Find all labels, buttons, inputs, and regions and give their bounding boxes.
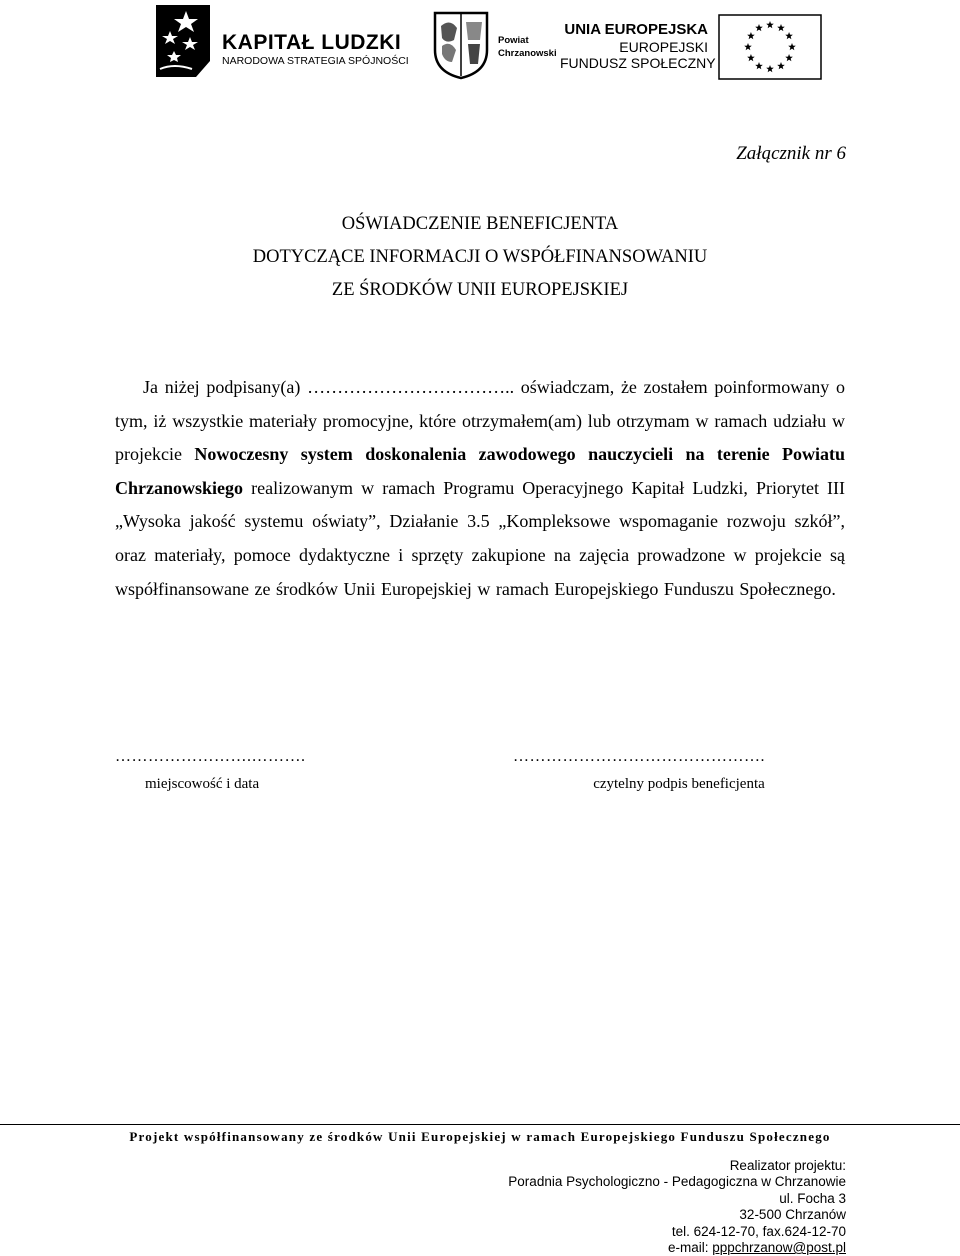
address-line-1: Realizator projektu: xyxy=(729,1158,846,1173)
annex-label: Załącznik nr 6 xyxy=(736,143,846,164)
declaration-text xyxy=(115,371,845,606)
header-logos xyxy=(0,0,960,90)
coat-of-arms-icon xyxy=(432,10,490,80)
place-date-caption: miejscowość i data xyxy=(145,776,260,792)
email-label: e-mail: xyxy=(667,1240,713,1256)
eu-flag-icon xyxy=(718,14,822,80)
kapital-ludzki-subtitle: NARODOWA STRATEGIA SPÓJNOŚCI xyxy=(222,55,409,67)
address-line-5: tel. 624-12-70, fax.624-12-70 xyxy=(671,1223,846,1239)
email-link[interactable]: pppchrzanow@post.pl xyxy=(712,1240,846,1256)
eu-logo-text xyxy=(560,21,716,72)
place-date-line: …………………….………. xyxy=(115,748,306,765)
beneficiary-signature xyxy=(513,748,845,793)
title-line-2: DOTYCZĄCE INFORMACJI O WSPÓŁFINANSOWANIU xyxy=(252,247,708,267)
address-line-4: 32-500 Chrzanów xyxy=(739,1207,846,1223)
footer-address xyxy=(508,1158,846,1256)
kapital-ludzki-logo xyxy=(152,3,414,79)
footer-project-line: Projekt współfinansowany ze środków Unii Europejskiej w ramach Europejskiego Funduszu Społecznego xyxy=(129,1129,831,1144)
place-date-signature xyxy=(115,748,390,793)
signature-caption: czytelny podpis beneficjenta xyxy=(593,776,765,792)
title-line-3: ZE ŚRODKÓW UNII EUROPEJSKIEJ xyxy=(331,280,629,300)
eu-line-3: FUNDUSZ SPOŁECZNY xyxy=(560,55,716,71)
footer-divider xyxy=(0,1124,960,1125)
powiat-name xyxy=(498,34,557,60)
document-title xyxy=(115,208,845,307)
kapital-ludzki-emblem-icon xyxy=(152,3,214,79)
address-line-2: Poradnia Psychologiczno - Pedagogiczna w Chrzanowie xyxy=(508,1174,846,1190)
declaration-paragraph xyxy=(115,371,845,606)
eu-line-2: EUROPEJSKI xyxy=(619,38,708,55)
eu-line-1: UNIA EUROPEJSKA xyxy=(564,21,708,38)
signature-line: ………………………………………. xyxy=(513,748,765,765)
project-name: Nowoczesny system doskonalenia zawodowego nauczycieli na terenie Powiatu Chrzanowskiego xyxy=(115,444,845,498)
title-line-1: OŚWIADCZENIE BENEFICJENTA xyxy=(341,214,619,234)
kapital-ludzki-title: KAPITAŁ LUDZKI xyxy=(222,31,402,54)
address-line-3: ul. Focha 3 xyxy=(779,1190,846,1206)
powiat-line-1: Powiat xyxy=(498,35,529,46)
declaration-part-1: Ja niżej podpisany(a) …………………………….. oświadczam, że zostałem poinformowany o tym, iż wszystkie materiały promocyjne, które otrzymałem(am) lub otrzymam w ramach udziału w projekcie xyxy=(115,377,845,465)
declaration-part-2: realizowanym w ramach Programu Operacyjnego Kapitał Ludzki, Priorytet III „Wysoka jakość systemu oświaty”, Działanie 3.5 „Kompleksowe wspomaganie rozwoju szkół”, oraz materiały, pomoce dydaktyczne i sprzęty zakupione na zajęcia prowadzone w projekcie są współfinansowane ze środków Unii Europejskiej w ramach Europejskiego Funduszu Społecznego. xyxy=(115,477,845,599)
powiat-chrzanowski-logo xyxy=(432,10,557,80)
powiat-line-2: Chrzanowski xyxy=(498,48,557,59)
